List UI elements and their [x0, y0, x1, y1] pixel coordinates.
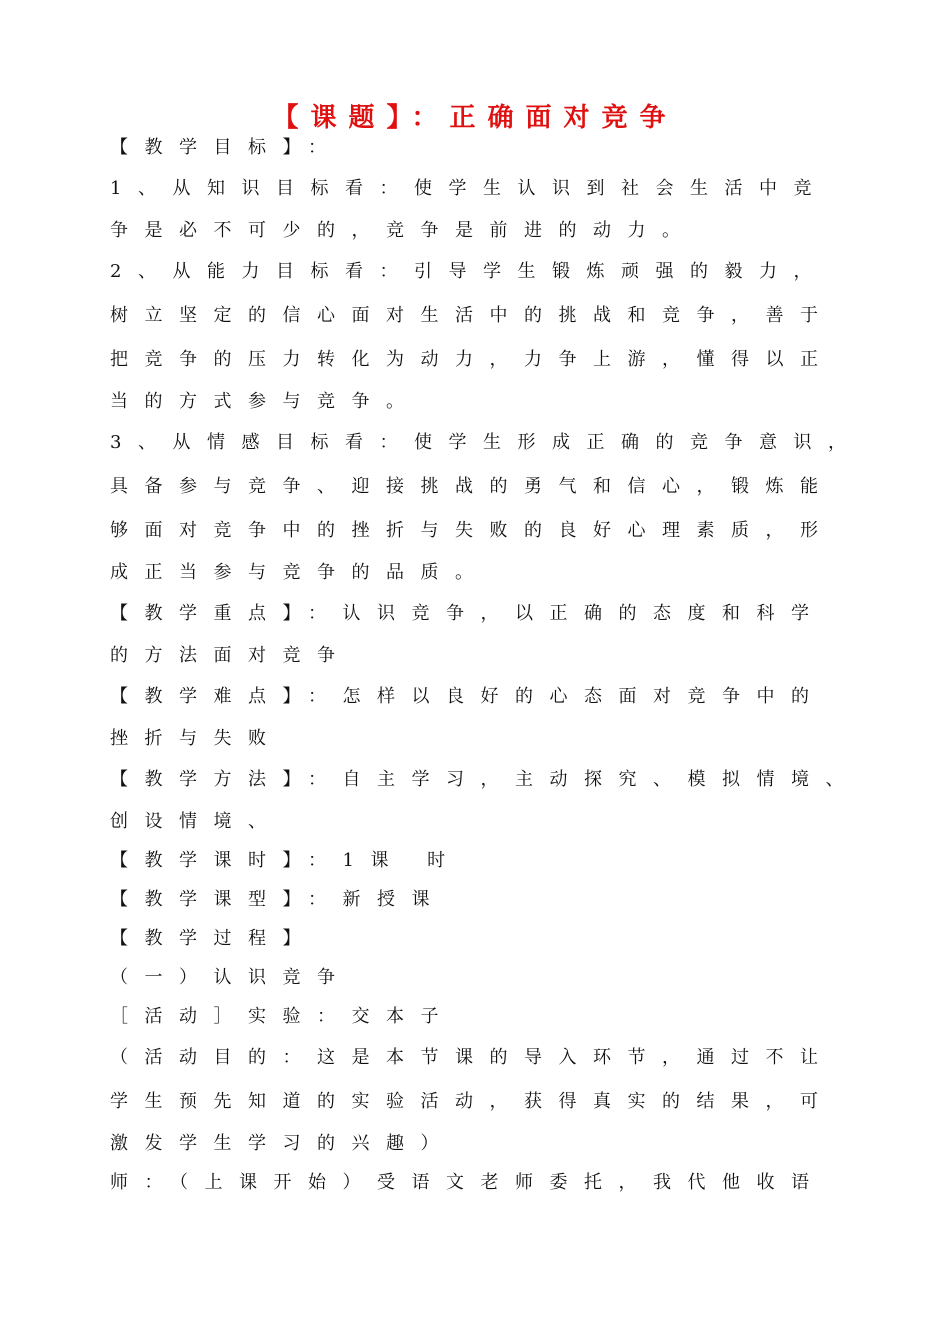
objective-knowledge-line-2: 争是必不可少的，竞争是前进的动力。 — [110, 220, 697, 241]
objective-emotion-line-4: 成正当参与竞争的品质。 — [110, 562, 490, 583]
teaching-method-line-2: 创设情境、 — [110, 811, 283, 832]
key-point-line-2: 的方法面对竞争 — [110, 645, 352, 666]
activity-purpose-line-2: 学生预先知道的实验活动，获得真实的结果，可 — [110, 1091, 835, 1112]
lesson-body — [110, 128, 870, 1202]
objective-knowledge-line-1: 1、从知识目标看：使学生认识到社会生活中竞 — [110, 178, 828, 199]
class-hours-line: 【教学课时】：1课 时 — [110, 850, 462, 871]
objective-emotion-line-3: 够面对竞争中的挫折与失败的良好心理素质，形 — [110, 520, 835, 541]
class-type-line: 【教学课型】：新授课 — [110, 889, 446, 910]
section-heading-objectives: 【教学目标】： — [110, 137, 343, 158]
objective-emotion-line-2: 具备参与竞争、迎接挑战的勇气和信心，锻炼能 — [110, 476, 835, 497]
activity-purpose-line-1: （活动目的：这是本节课的导入环节，通过不让 — [110, 1047, 835, 1068]
activity-heading: ［活动］实验：交本子 — [110, 1006, 455, 1027]
lesson-title: 【课题】：正确面对竞争 — [272, 103, 678, 133]
activity-purpose-line-3: 激发学生学习的兴趣） — [110, 1133, 455, 1154]
section-heading-process: 【教学过程】 — [110, 928, 317, 949]
difficult-point-line-1: 【教学难点】：怎样以良好的心态面对竞争中的 — [110, 686, 826, 707]
process-step-one: （一）认识竞争 — [110, 967, 352, 988]
objective-ability-line-3: 把竞争的压力转化为动力，力争上游，懂得以正 — [110, 349, 835, 370]
objective-ability-line-4: 当的方式参与竞争。 — [110, 391, 421, 412]
difficult-point-line-2: 挫折与失败 — [110, 728, 283, 749]
key-point-line-1: 【教学重点】：认识竞争，以正确的态度和科学 — [110, 603, 826, 624]
objective-ability-line-2: 树立坚定的信心面对生活中的挑战和竞争，善于 — [110, 305, 835, 326]
objective-emotion-line-1: 3、从情感目标看：使学生形成正确的竞争意识， — [110, 432, 863, 453]
teaching-method-line-1: 【教学方法】：自主学习，主动探究、模拟情境、 — [110, 769, 860, 790]
teacher-dialogue-line-1: 师：（上课开始）受语文老师委托，我代他收语 — [110, 1172, 826, 1193]
objective-ability-line-1: 2、从能力目标看：引导学生锻炼顽强的毅力， — [110, 261, 828, 282]
